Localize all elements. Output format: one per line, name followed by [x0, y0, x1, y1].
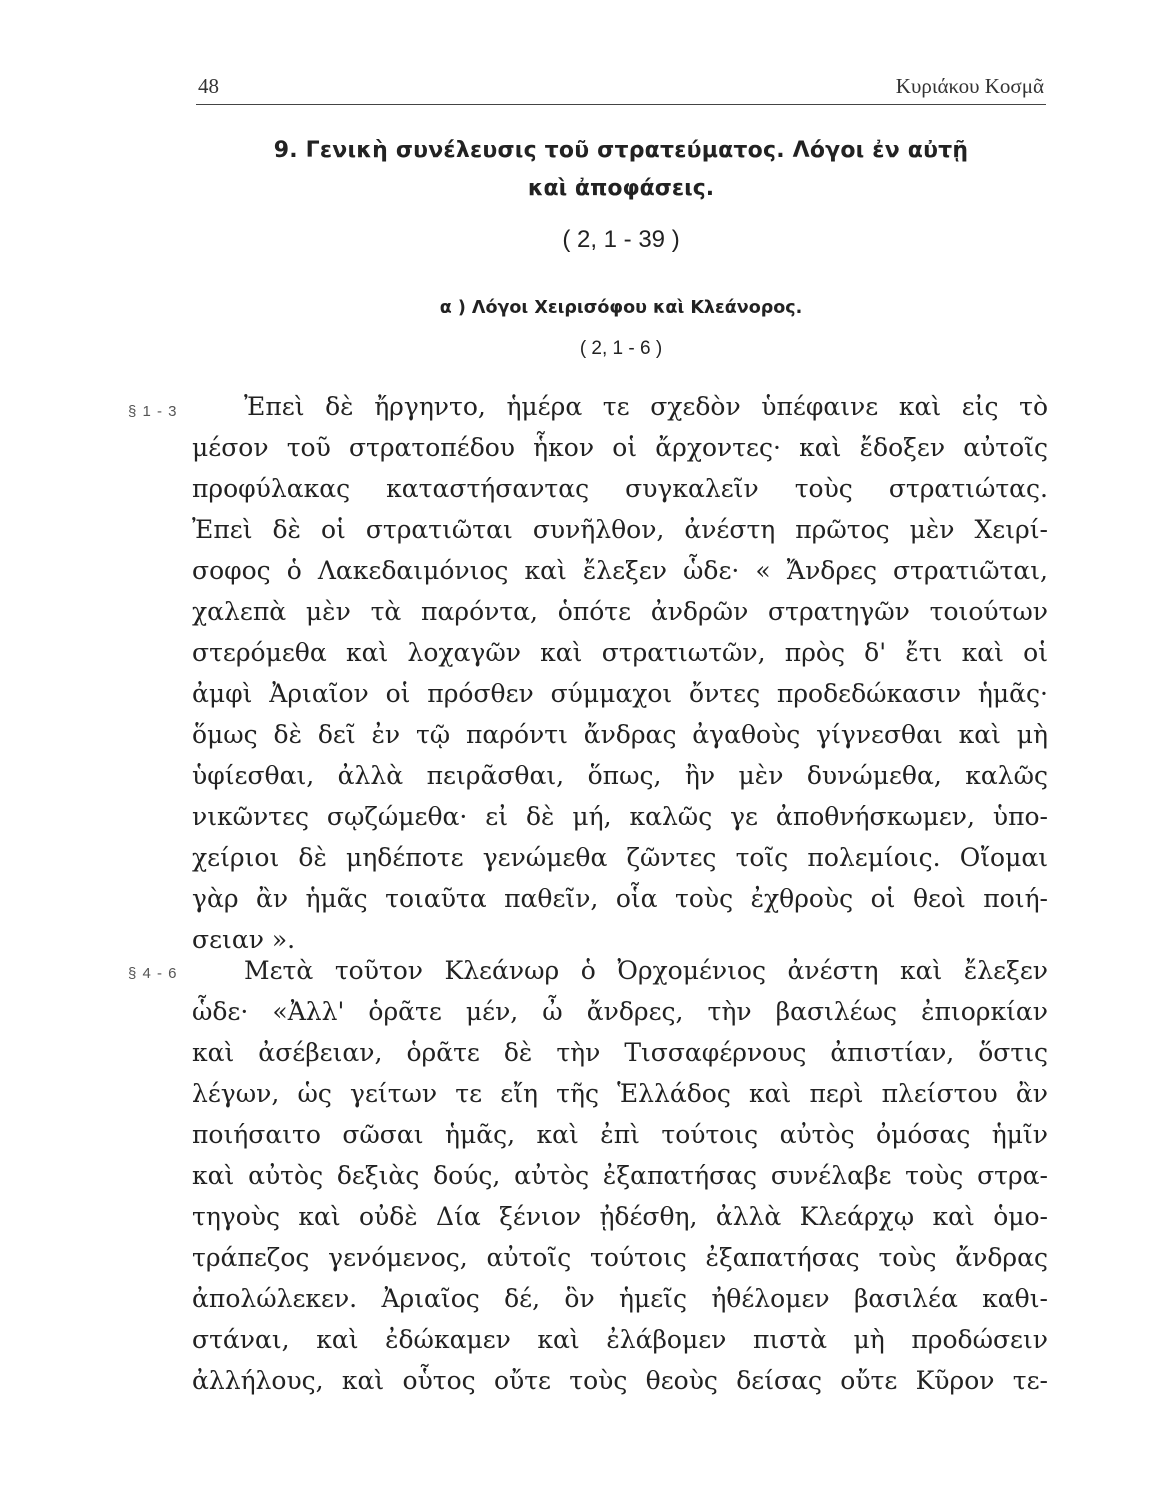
text-line: γὰρ ἂν ἡμᾶς τοιαῦτα παθεῖν, οἷα τοὺς ἐχθροὺς οἱ θεοὶ ποιή- — [192, 884, 1048, 913]
header-rule — [196, 104, 1046, 105]
text-line: τηγοὺς καὶ οὐδὲ Δία ξένιον ᾐδέσθη, ἀλλὰ Κλεάρχῳ καὶ ὁμο- — [192, 1202, 1048, 1231]
text-line: ἀλλήλους, καὶ οὗτος οὔτε τοὺς θεοὺς δείσας οὔτε Κῦρον τε- — [192, 1366, 1048, 1395]
margin-ref-2: § 4 - 6 — [128, 965, 178, 982]
text-line: ποιήσαιτο σῶσαι ἡμᾶς, καὶ ἐπὶ τούτοις αὐτὸς ὀμόσας ἡμῖν — [192, 1120, 1048, 1149]
text-line: νικῶντες σῳζώμεθα· εἰ δὲ μή, καλῶς γε ἀποθνήσκωμεν, ὑπο- — [192, 802, 1048, 831]
text-line: ὑφίεσθαι, ἀλλὰ πειρᾶσθαι, ὅπως, ἢν μὲν δυνώμεθα, καλῶς — [192, 761, 1048, 790]
text-line: ἀπολώλεκεν. Ἀριαῖος δέ, ὃν ἡμεῖς ἠθέλομεν βασιλέα καθι- — [192, 1284, 1048, 1313]
text-line: ὧδε· «Ἀλλ' ὁρᾶτε μέν, ὦ ἄνδρες, τὴν βασιλέως ἐπιορκίαν — [192, 997, 1048, 1026]
margin-ref-1: § 1 - 3 — [128, 403, 178, 420]
text-line: ὅμως δὲ δεῖ ἐν τῷ παρόντι ἄνδρας ἀγαθοὺς γίγνεσθαι καὶ μὴ — [192, 720, 1048, 749]
text-line: ἀμφὶ Ἀριαῖον οἱ πρόσθεν σύμμαχοι ὄντες προδεδώκασιν ἡμᾶς· — [192, 679, 1048, 708]
text-line: καὶ ἀσέβειαν, ὁρᾶτε δὲ τὴν Τισσαφέρνους ἀπιστίαν, ὅστις — [192, 1038, 1048, 1067]
running-title: Κυριάκου Κοσμᾶ — [895, 74, 1044, 98]
text-line: λέγων, ὡς γείτων τε εἴη τῆς Ἑλλάδος καὶ περὶ πλείστου ἂν — [192, 1079, 1048, 1108]
running-header — [196, 72, 1046, 102]
section-title-line-1: 9. Γενικὴ συνέλευσις τοῦ στρατεύματος. Λόγοι ἐν αὐτῇ — [273, 138, 969, 163]
text-line: προφύλακας καταστήσαντας συγκαλεῖν τοὺς στρατιώτας. — [192, 474, 1048, 503]
text-line: μέσον τοῦ στρατοπέδου ἧκον οἱ ἄρχοντες· καὶ ἔδοξεν αὐτοῖς — [192, 433, 1048, 462]
text-line: τράπεζος γενόμενος, αὐτοῖς τούτοις ἐξαπατήσας τοὺς ἄνδρας — [192, 1243, 1048, 1272]
text-line: σειαν ». — [192, 925, 296, 954]
text-line: καὶ αὐτὸς δεξιὰς δούς, αὐτὸς ἐξαπατήσας συνέλαβε τοὺς στρα- — [192, 1161, 1048, 1190]
text-line: χείριοι δὲ μηδέποτε γενώμεθα ζῶντες τοῖς πολεμίοις. Οἴομαι — [192, 843, 1048, 872]
text-line: χαλεπὰ μὲν τὰ παρόντα, ὁπότε ἀνδρῶν στρατηγῶν τοιούτων — [192, 597, 1048, 626]
text-line: σοφος ὁ Λακεδαιμόνιος καὶ ἔλεξεν ὧδε· « Ἄνδρες στρατιῶται, — [192, 556, 1048, 585]
text-line: Ἐπεὶ δὲ ἤργηντο, ἡμέρα τε σχεδὸν ὑπέφαινε καὶ εἰς τὸ — [244, 392, 1048, 421]
subsection-title: α ) Λόγοι Χειρισόφου καὶ Κλεάνορος. — [439, 298, 803, 318]
page-number: 48 — [198, 74, 219, 98]
section-title-line-2: καὶ ἀποφάσεις. — [527, 176, 715, 201]
text-line: Μετὰ τοῦτον Κλεάνωρ ὁ Ὀρχομένιος ἀνέστη καὶ ἔλεξεν — [244, 956, 1048, 985]
paragraph-1 — [192, 386, 1048, 960]
text-line: στερόμεθα καὶ λοχαγῶν καὶ στρατιωτῶν, πρὸς δ' ἔτι καὶ οἱ — [192, 638, 1048, 667]
text-line: Ἐπεὶ δὲ οἱ στρατιῶται συνῆλθον, ἀνέστη πρῶτος μὲν Χειρί- — [192, 515, 1048, 544]
text-line: στάναι, καὶ ἐδώκαμεν καὶ ἐλάβομεν πιστὰ μὴ προδώσειν — [192, 1325, 1048, 1354]
paragraph-2 — [192, 950, 1048, 1401]
section-reference: ( 2, 1 - 39 ) — [562, 226, 680, 253]
subsection-reference: ( 2, 1 - 6 ) — [579, 338, 663, 359]
